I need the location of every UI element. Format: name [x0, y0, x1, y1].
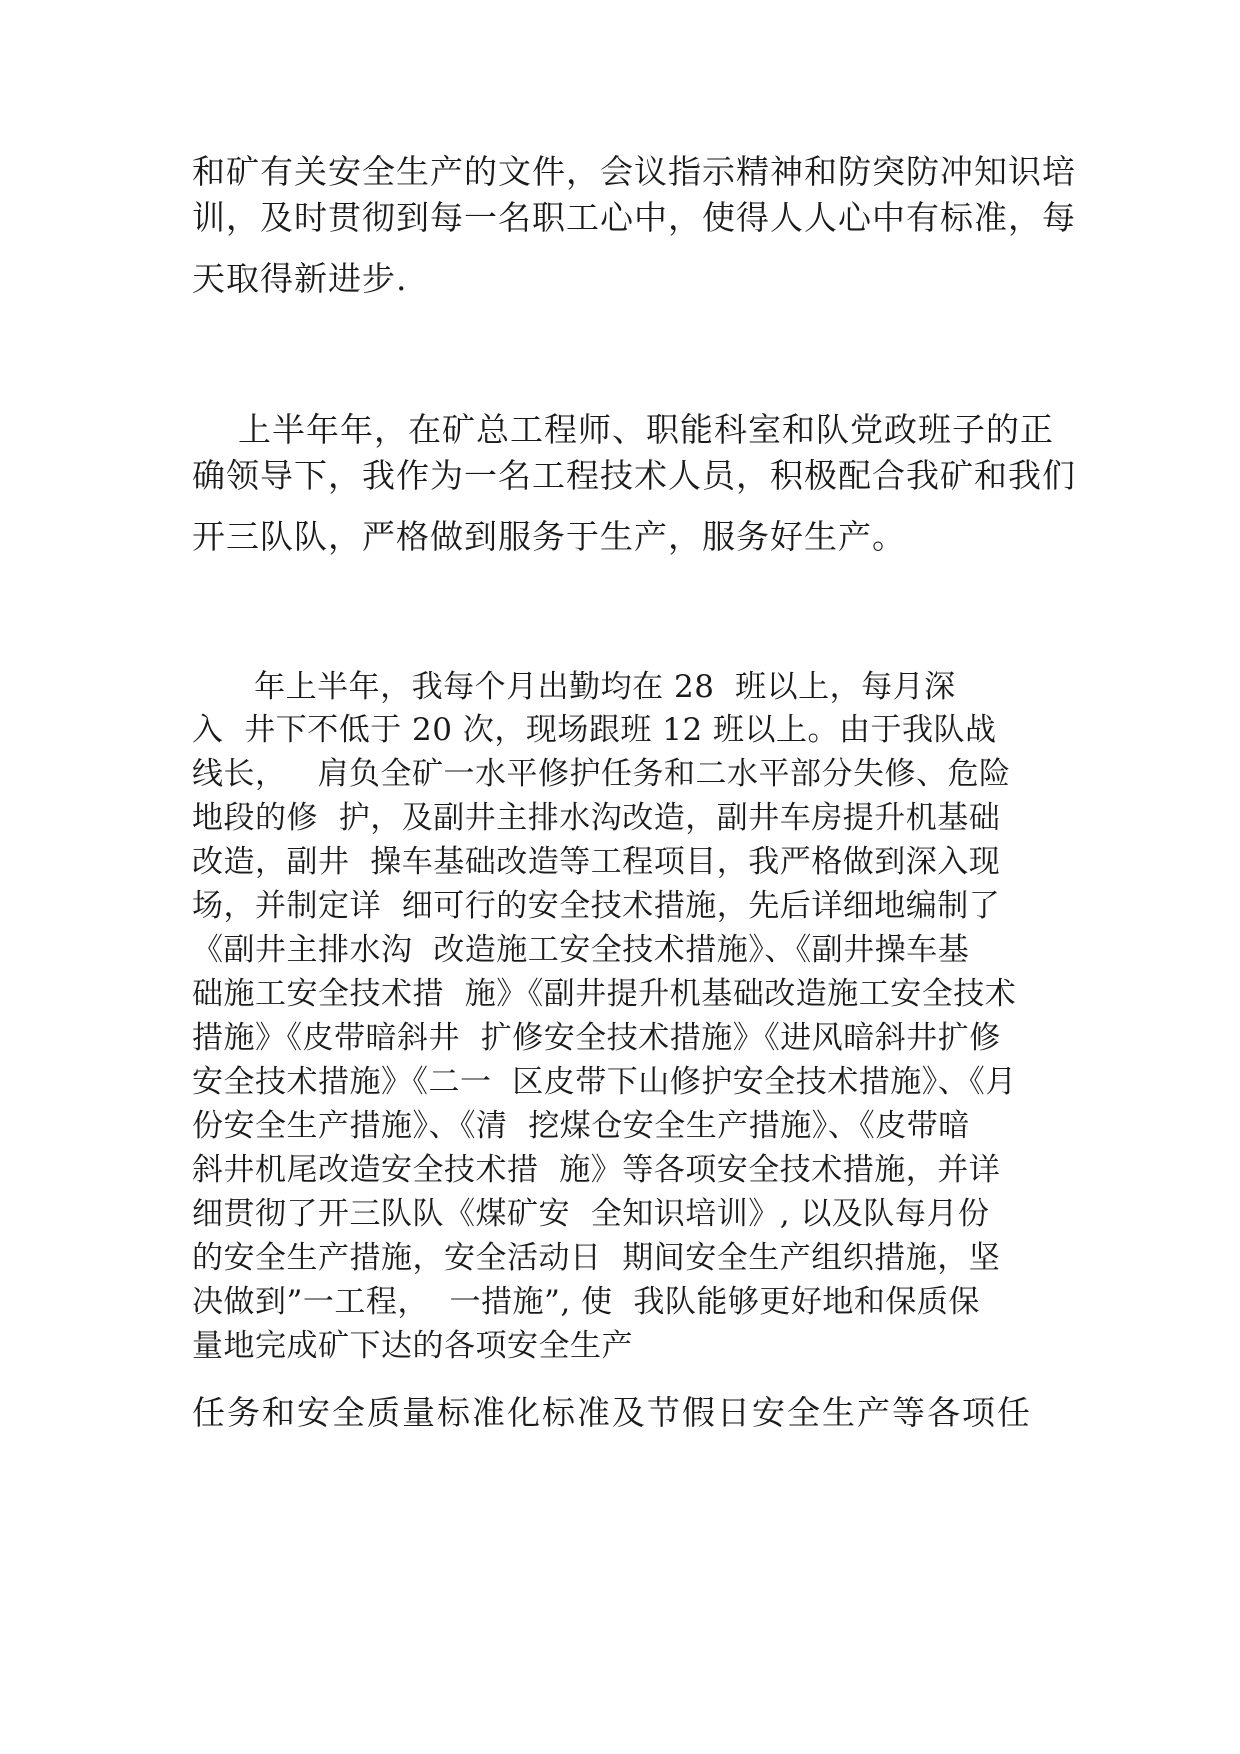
text-line: 开三队队，严格做到服务于生产，服务好生产。: [192, 517, 906, 556]
text-line: 细贯彻了开三队队《煤矿安 全知识培训》, 以及队每月份: [192, 1196, 990, 1232]
text-line: 决做到”一工程， 一措施”, 使 我队能够更好地和保质保: [192, 1284, 980, 1320]
text-line: 量地完成矿下达的各项安全生产: [192, 1328, 633, 1364]
text-line: 任务和安全质量标准化标准及节假日安全生产等各项任: [192, 1393, 1032, 1432]
text-line: 和矿有关安全生产的文件，会议指示精神和防突防冲知识培: [192, 152, 1076, 191]
text-line: 年上半年，我每个月出勤均在 28 班以上，每月深: [192, 669, 956, 705]
text-line: 安全技术措施》《二一 区皮带下山修护安全技术措施》、《月: [192, 1064, 1017, 1100]
text-line: 入 井下不低于 20 次，现场跟班 12 班以上。由于我队战: [192, 712, 997, 748]
text-line: 天取得新进步.: [192, 259, 408, 298]
text-line: 《副井主排水沟 改造施工安全技术措施》、《副井操车基: [192, 932, 970, 968]
text-line: 确领导下，我作为一名工程技术人员，积极配合我矿和我们: [192, 456, 1076, 495]
text-line: 线长， 肩负全矿一水平修护任务和二水平部分失修、危险: [192, 756, 1011, 792]
text-line: 的安全生产措施，安全活动日 期间安全生产组织措施，坚: [192, 1240, 1001, 1276]
text-line: 上半年年，在矿总工程师、职能科室和队党政班子的正: [192, 410, 1054, 449]
text-line: 场，并制定详 细可行的安全技术措施，先后详细地编制了: [192, 888, 1001, 924]
text-line: 改造，副井 操车基础改造等工程项目，我严格做到深入现: [192, 844, 1001, 880]
text-line: 础施工安全技术措 施》《副井提升机基础改造施工安全技术: [192, 976, 1017, 1012]
text-line: 训，及时贯彻到每一名职工心中，使得人人心中有标准，每: [192, 198, 1076, 237]
text-line: 份安全生产措施》、《清 挖煤仓安全生产措施》、《皮带暗: [192, 1108, 970, 1144]
text-line: 斜井机尾改造安全技术措 施》等各项安全技术措施，并详: [192, 1152, 1001, 1188]
text-line: 措施》《皮带暗斜井 扩修安全技术措施》《进风暗斜井扩修: [192, 1020, 1001, 1056]
text-line: 地段的修 护，及副井主排水沟改造，副井车房提升机基础: [192, 800, 1001, 836]
